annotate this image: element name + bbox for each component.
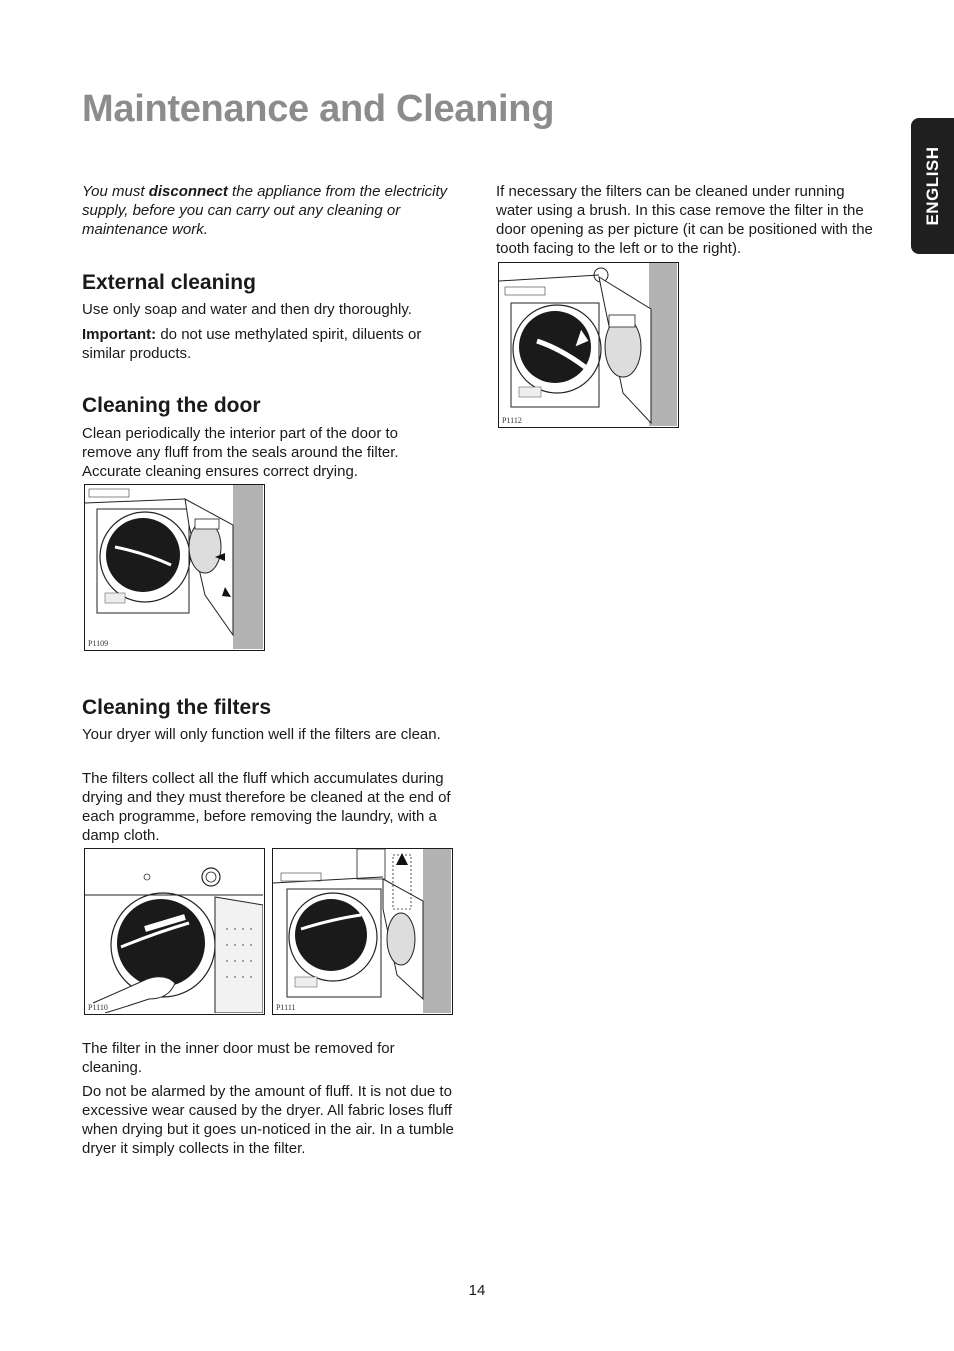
language-tab: [911, 118, 954, 254]
figure-code-p1110: P1110: [88, 1003, 108, 1012]
cleaning-filters-text-2: The filters collect all the fluff which accumulates during drying and they must therefore be cleaned at the end of each programme, before removing the laundry, with a damp cloth.: [82, 770, 451, 844]
cleaning-filters-text-4: Do not be alarmed by the amount of fluff. It is not due to excessive wear caused by the dryer. All fabric loses fluff when drying but it goes un-noticed in the air. In a tumble dryer it simply collects in the filter.: [82, 1083, 454, 1157]
figure-code-p1109: P1109: [88, 639, 109, 648]
figure-code-p1112: P1112: [502, 416, 522, 425]
external-cleaning-important: [82, 325, 462, 363]
dryer-filter-wipe-illustration: [85, 849, 263, 1013]
page-number: 14: [468, 1282, 486, 1299]
figure-lift-filter: [272, 848, 453, 1015]
important-label: Important:: [82, 326, 157, 343]
cleaning-filters-text-3: The filter in the inner door must be removed for cleaning.: [82, 1040, 395, 1076]
external-cleaning-text: Use only soap and water and then dry thoroughly.: [82, 301, 412, 318]
figure-wipe-filter: [84, 848, 265, 1015]
warning-emphasis: disconnect: [148, 183, 228, 200]
figure-remove-filter: [498, 262, 679, 428]
dryer-door-open-illustration: [85, 485, 263, 649]
cleaning-filters-text-1: Your dryer will only function well if the filters are clean.: [82, 726, 441, 743]
cleaning-door-heading: Cleaning the door: [82, 394, 261, 417]
language-tab-label: ENGLISH: [922, 146, 942, 226]
dryer-filter-lift-illustration: [273, 849, 451, 1013]
disconnect-warning: [82, 182, 452, 239]
external-cleaning-heading: External cleaning: [82, 271, 256, 294]
important-text: do not use methylated spirit, diluents or similar products.: [82, 326, 422, 362]
running-water-text: If necessary the filters can be cleaned under running water using a brush. In this case remove the filter in the door opening as per picture (it can be positioned with the tooth facing to the left or to the right).: [496, 183, 873, 257]
cleaning-filters-heading: Cleaning the filters: [82, 696, 272, 719]
dryer-filter-remove-illustration: [499, 263, 677, 426]
warning-text-start: You must: [82, 183, 149, 200]
cleaning-door-text: Clean periodically the interior part of the door to remove any fluff from the seals around the filter. Accurate cleaning ensures correct drying.: [82, 425, 399, 480]
figure-door-seal: [84, 484, 265, 651]
figure-code-p1111: P1111: [276, 1003, 296, 1012]
warning-text-end: the appliance from the electricity supply, before you can carry out any cleaning or maintenance work.: [82, 183, 448, 238]
page-title: Maintenance and Cleaning: [82, 88, 555, 130]
